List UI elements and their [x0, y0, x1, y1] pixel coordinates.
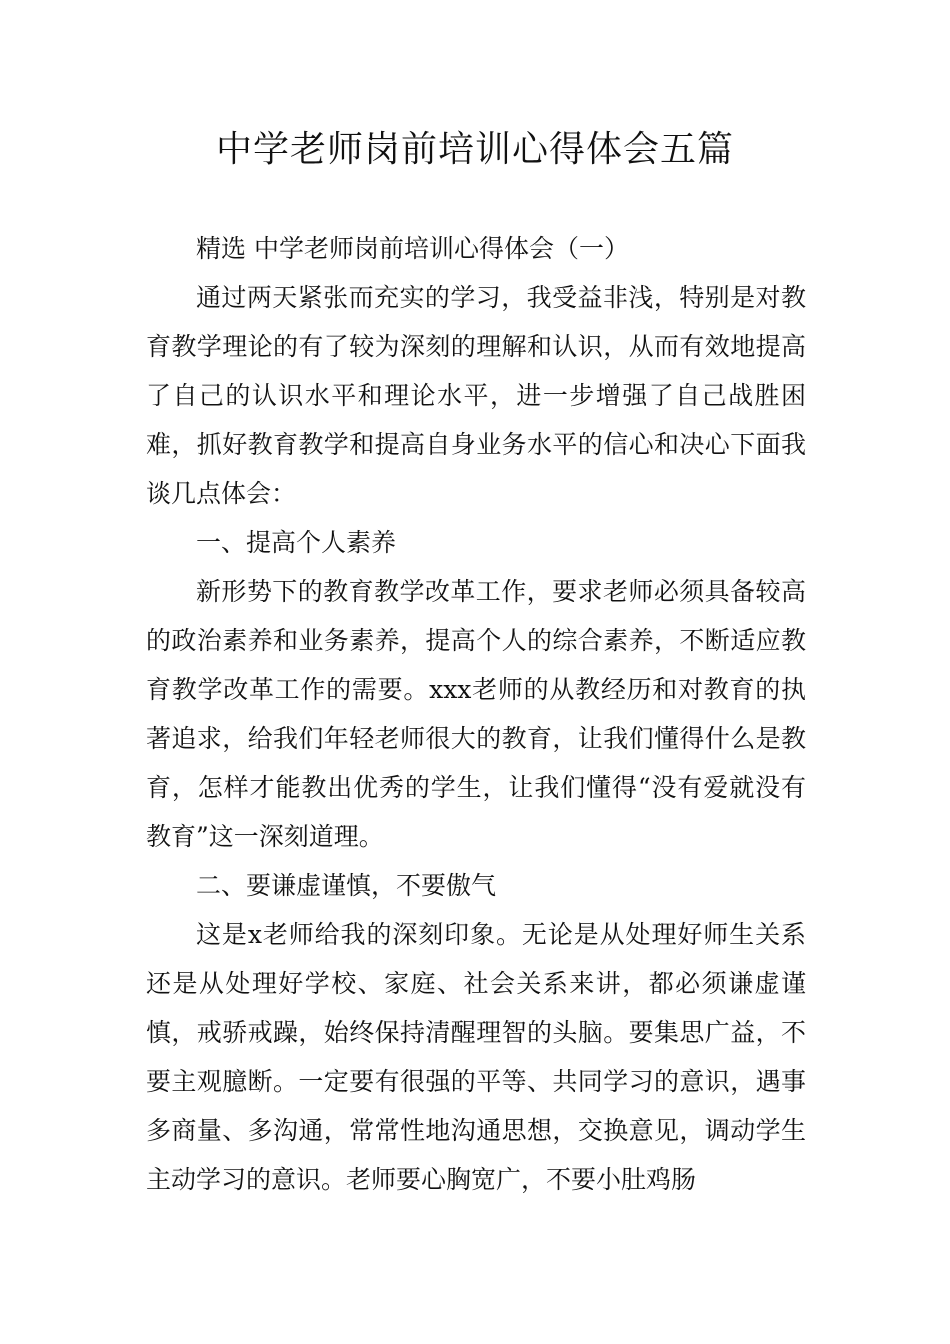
document-title: 中学老师岗前培训心得体会五篇	[215, 129, 734, 170]
body-paragraph: 新形势下的教育教学改革工作，要求老师必须具备较高的政治素养和业务素养，提高个人的综合素养，不断适应教育教学改革工作的需要。xxx老师的从教经历和对教育的执著追求，给我们年轻老师很大的教育，让我们懂得什么是教育，怎样才能教出优秀的学生，让我们懂得“没有爱就没有教育”这一深刻道理。	[146, 577, 806, 851]
section-heading: 二、要谦虚谨慎，不要傲气	[196, 871, 497, 900]
section-heading: 精选 中学老师岗前培训心得体会（一）	[196, 234, 629, 263]
document-body	[146, 224, 806, 1204]
body-paragraph: 通过两天紧张而充实的学习，我受益非浅，特别是对教育教学理论的有了较为深刻的理解和认识，从而有效地提高了自己的认识水平和理论水平，进一步增强了自己战胜困难，抓好教育教学和提高自身业务水平的信心和决心下面我谈几点体会：	[146, 283, 806, 508]
body-paragraph: 这是x老师给我的深刻印象。无论是从处理好师生关系还是从处理好学校、家庭、社会关系来讲，都必须谦虚谨慎，戒骄戒躁，始终保持清醒理智的头脑。要集思广益，不要主观臆断。一定要有很强的平等、共同学习的意识，遇事多商量、多沟通，常常性地沟通思想，交换意见，调动学生主动学习的意识。老师要心胸宽广，不要小肚鸡肠	[146, 920, 806, 1194]
section-heading: 一、提高个人素养	[196, 528, 397, 557]
